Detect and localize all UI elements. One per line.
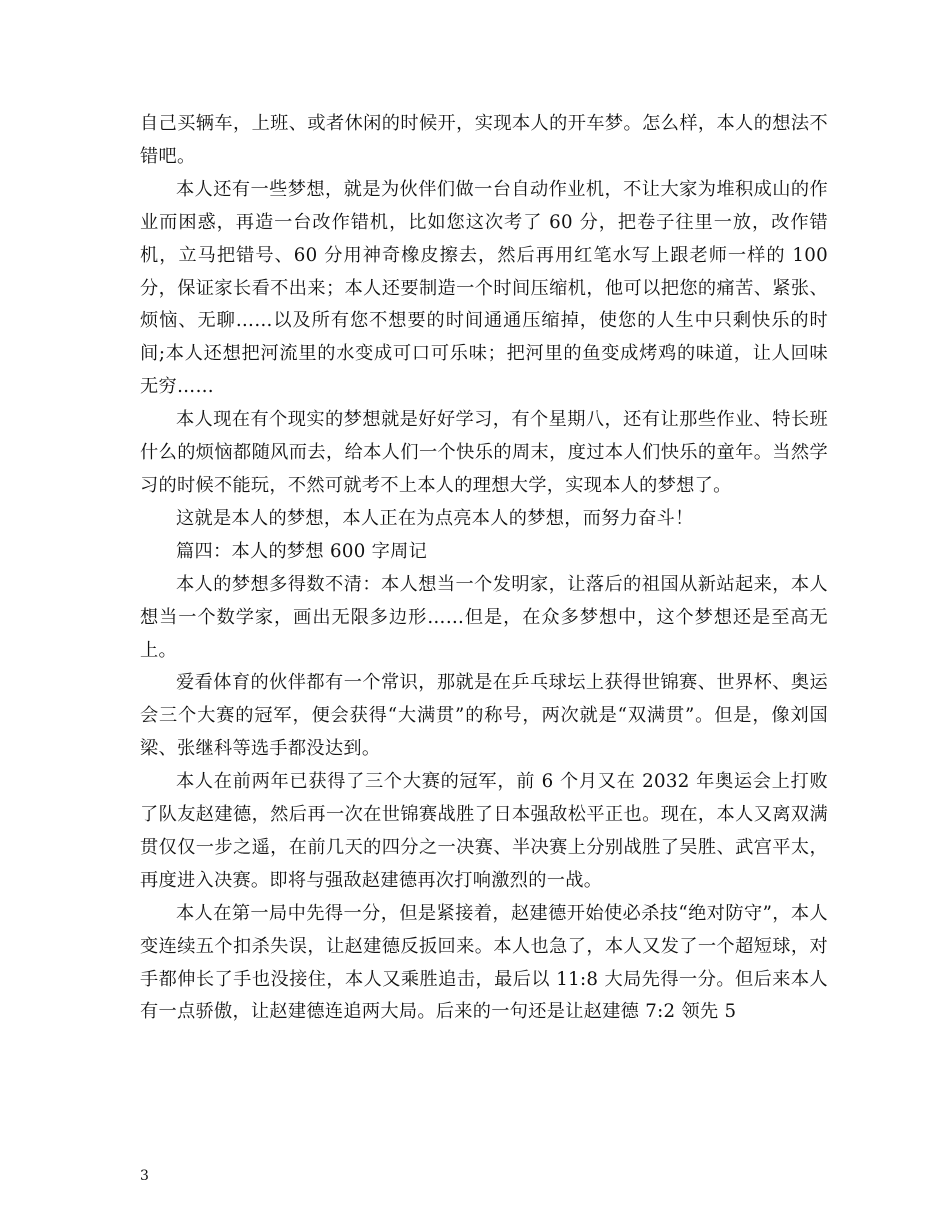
document-body — [140, 108, 828, 1029]
paragraph-continued: 自己买辆车，上班、或者休闲的时候开，实现本人的开车梦。怎么样，本人的想法不错吧。 — [140, 113, 828, 167]
paragraph: 本人在前两年已获得了三个大赛的冠军，前 6 个月又在 2032 年奥运会上打败了队友赵建德，然后再一次在世锦赛战胜了日本强敌松平正也。现在，本人又离双满贯仅仅一步之遥，在前几天的四分之一决赛、半决赛上分别战胜了吴胜、武宫平太，再度进入决赛。即将与强敌赵建德再次打响激烈的一战。 — [140, 771, 828, 891]
paragraph: 本人现在有个现实的梦想就是好好学习，有个星期八，还有让那些作业、特长班什么的烦恼都随风而去，给本人们一个快乐的周末，度过本人们快乐的童年。当然学习的时候不能玩，不然可就考不上本人的理想大学，实现本人的梦想了。 — [140, 409, 828, 496]
paragraph: 爱看体育的伙伴都有一个常识，那就是在乒乓球坛上获得世锦赛、世界杯、奥运会三个大赛的冠军，便会获得“大满贯”的称号，两次就是“双满贯”。但是，像刘国梁、张继科等选手都没达到。 — [140, 672, 828, 760]
page-number: 3 — [140, 1168, 149, 1184]
paragraph: 本人的梦想多得数不清：本人想当一个发明家，让落后的祖国从新站起来，本人想当一个数学家，画出无限多边形……但是，在众多梦想中，这个梦想还是至高无上。 — [140, 573, 828, 661]
paragraph: 本人在第一局中先得一分，但是紧接着，赵建德开始使必杀技“绝对防守”，本人变连续五个扣杀失误，让赵建德反扳回来。本人也急了，本人又发了一个超短球，对手都伸长了手也没接住，本人又乘胜追击，最后以 11:8 大局先得一分。但后来本人有一点骄傲，让赵建德连追两大局。后来的一句还是让赵建德 7:2 领先 5 — [140, 902, 828, 1023]
paragraph: 这就是本人的梦想，本人正在为点亮本人的梦想，而努力奋斗！ — [176, 507, 694, 529]
paragraph: 本人还有一些梦想，就是为伙伴们做一台自动作业机，不让大家为堆积成山的作业而困惑，再造一台改作错机，比如您这次考了 60 分，把卷子往里一放，改作错机，立马把错号、60 分用神奇橡皮擦去，然后再用红笔水写上跟老师一样的 100 分，保证家长看不出来；本人还要制造一个时间压缩机，他可以把您的痛苦、紧张、烦恼、无聊……以及所有您不想要的时间通通压缩掉，使您的人生中只剩快乐的时间;本人还想把河流里的水变成可口可乐味；把河里的鱼变成烤鸡的味道，让人回味无穷…… — [140, 178, 828, 398]
section-heading: 篇四：本人的梦想 600 字周记 — [176, 540, 428, 562]
